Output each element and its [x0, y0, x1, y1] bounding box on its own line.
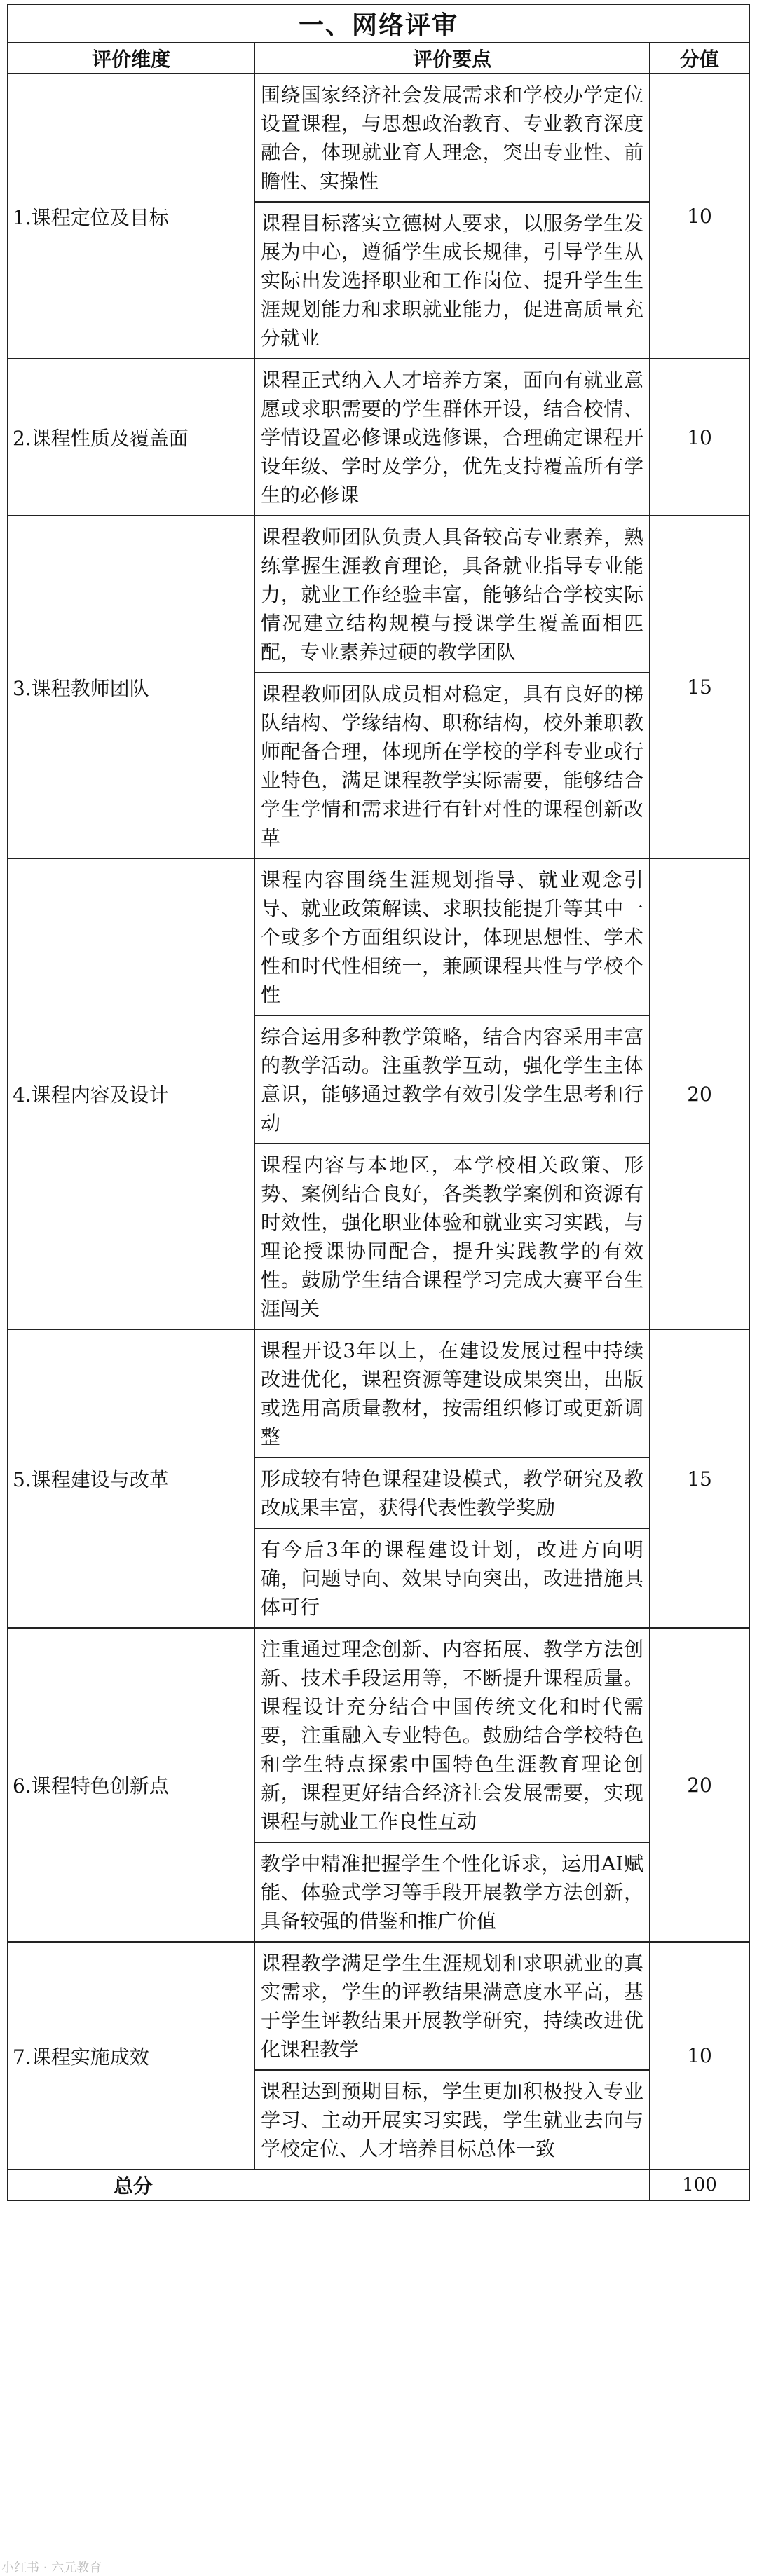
- evaluation-point-cell: 课程达到预期目标，学生更加积极投入专业学习、主动开展实习实践，学生就业去向与学校定位、人才培养目标总体一致: [254, 2070, 650, 2170]
- score-cell: 15: [650, 1329, 749, 1628]
- score-cell: 10: [650, 74, 749, 359]
- watermark: 小红书 · 六元教育: [1, 2561, 102, 2575]
- table-row: [8, 1628, 749, 1842]
- total-score: 100: [650, 2170, 749, 2200]
- evaluation-point-cell: 教学中精准把握学生个性化诉求，运用AI赋能、体验式学习等手段开展教学方法创新，具备较强的借鉴和推广价值: [254, 1842, 650, 1942]
- score-cell: 20: [650, 858, 749, 1329]
- dimension-cell: 1.课程定位及目标: [8, 74, 254, 359]
- review-table: [7, 4, 750, 2201]
- review-table-container: [7, 4, 749, 2201]
- evaluation-point-cell: 课程教师团队成员相对稳定，具有良好的梯队结构、学缘结构、职称结构，校外兼职教师配备合理，体现所在学校的学科专业或行业特色，满足课程教学实际需要，能够结合学生学情和需求进行有针对性的课程创新改革: [254, 673, 650, 858]
- evaluation-point-cell: 课程目标落实立德树人要求，以服务学生发展为中心，遵循学生成长规律，引导学生从实际出发选择职业和工作岗位、提升学生生涯规划能力和求职就业能力，促进高质量充分就业: [254, 202, 650, 359]
- evaluation-point-cell: 有今后3年的课程建设计划，改进方向明确，问题导向、效果导向突出，改进措施具体可行: [254, 1528, 650, 1628]
- dimension-cell: 7.课程实施成效: [8, 1942, 254, 2170]
- evaluation-point-cell: 课程正式纳入人才培养方案，面向有就业意愿或求职需要的学生群体开设，结合校情、学情设置必修课或选修课，合理确定课程开设年级、学时及学分，优先支持覆盖所有学生的必修课: [254, 359, 650, 516]
- header-points: 评价要点: [254, 43, 650, 74]
- evaluation-point-cell: 注重通过理念创新、内容拓展、教学方法创新、技术手段运用等，不断提升课程质量。课程设计充分结合中国传统文化和时代需要，注重融入专业特色。鼓励结合学校特色和学生特点探索中国特色生涯教育理论创新，课程更好结合经济社会发展需要，实现课程与就业工作良性互动: [254, 1628, 650, 1842]
- evaluation-point-cell: 课程教学满足学生生涯规划和求职就业的真实需求，学生的评教结果满意度水平高，基于学生评教结果开展教学研究，持续改进优化课程教学: [254, 1942, 650, 2070]
- evaluation-point-cell: 课程内容围绕生涯规划指导、就业观念引导、就业政策解读、求职技能提升等其中一个或多个方面组织设计，体现思想性、学术性和时代性相统一，兼顾课程共性与学校个性: [254, 858, 650, 1015]
- score-cell: 15: [650, 516, 749, 858]
- table-row: [8, 516, 749, 673]
- evaluation-point-cell: 综合运用多种教学策略，结合内容采用丰富的教学活动。注重教学互动，强化学生主体意识，能够通过教学有效引发学生思考和行动: [254, 1015, 650, 1144]
- evaluation-point-cell: 围绕国家经济社会发展需求和学校办学定位设置课程，与思想政治教育、专业教育深度融合，体现就业育人理念，突出专业性、前瞻性、实操性: [254, 74, 650, 202]
- score-cell: 10: [650, 359, 749, 516]
- table-row: [8, 74, 749, 202]
- header-dimension: 评价维度: [8, 43, 254, 74]
- header-score: 分值: [650, 43, 749, 74]
- evaluation-point-cell: 课程内容与本地区，本学校相关政策、形势、案例结合良好，各类教学案例和资源有时效性，强化职业体验和就业实习实践，与理论授课协同配合，提升实践教学的有效性。鼓励学生结合课程学习完成大赛平台生涯闯关: [254, 1144, 650, 1329]
- table-row: [8, 359, 749, 516]
- dimension-cell: 5.课程建设与改革: [8, 1329, 254, 1628]
- evaluation-point-cell: 课程开设3年以上，在建设发展过程中持续改进优化，课程资源等建设成果突出，出版或选用高质量教材，按需组织修订或更新调整: [254, 1329, 650, 1458]
- header-row: [8, 43, 749, 74]
- evaluation-point-cell: 课程教师团队负责人具备较高专业素养，熟练掌握生涯教育理论，具备就业指导专业能力，就业工作经验丰富，能够结合学校实际情况建立结构规模与授课学生覆盖面相匹配，专业素养过硬的教学团队: [254, 516, 650, 673]
- total-label: 总分: [8, 2170, 650, 2200]
- dimension-cell: 4.课程内容及设计: [8, 858, 254, 1329]
- dimension-cell: 6.课程特色创新点: [8, 1628, 254, 1942]
- score-cell: 10: [650, 1942, 749, 2170]
- total-row: [8, 2170, 749, 2200]
- dimension-cell: 2.课程性质及覆盖面: [8, 359, 254, 516]
- table-title: 一、网络评审: [8, 4, 749, 43]
- score-cell: 20: [650, 1628, 749, 1942]
- table-row: [8, 1329, 749, 1458]
- table-row: [8, 1942, 749, 2070]
- dimension-cell: 3.课程教师团队: [8, 516, 254, 858]
- table-row: [8, 858, 749, 1015]
- evaluation-point-cell: 形成较有特色课程建设模式，教学研究及教改成果丰富，获得代表性教学奖励: [254, 1458, 650, 1528]
